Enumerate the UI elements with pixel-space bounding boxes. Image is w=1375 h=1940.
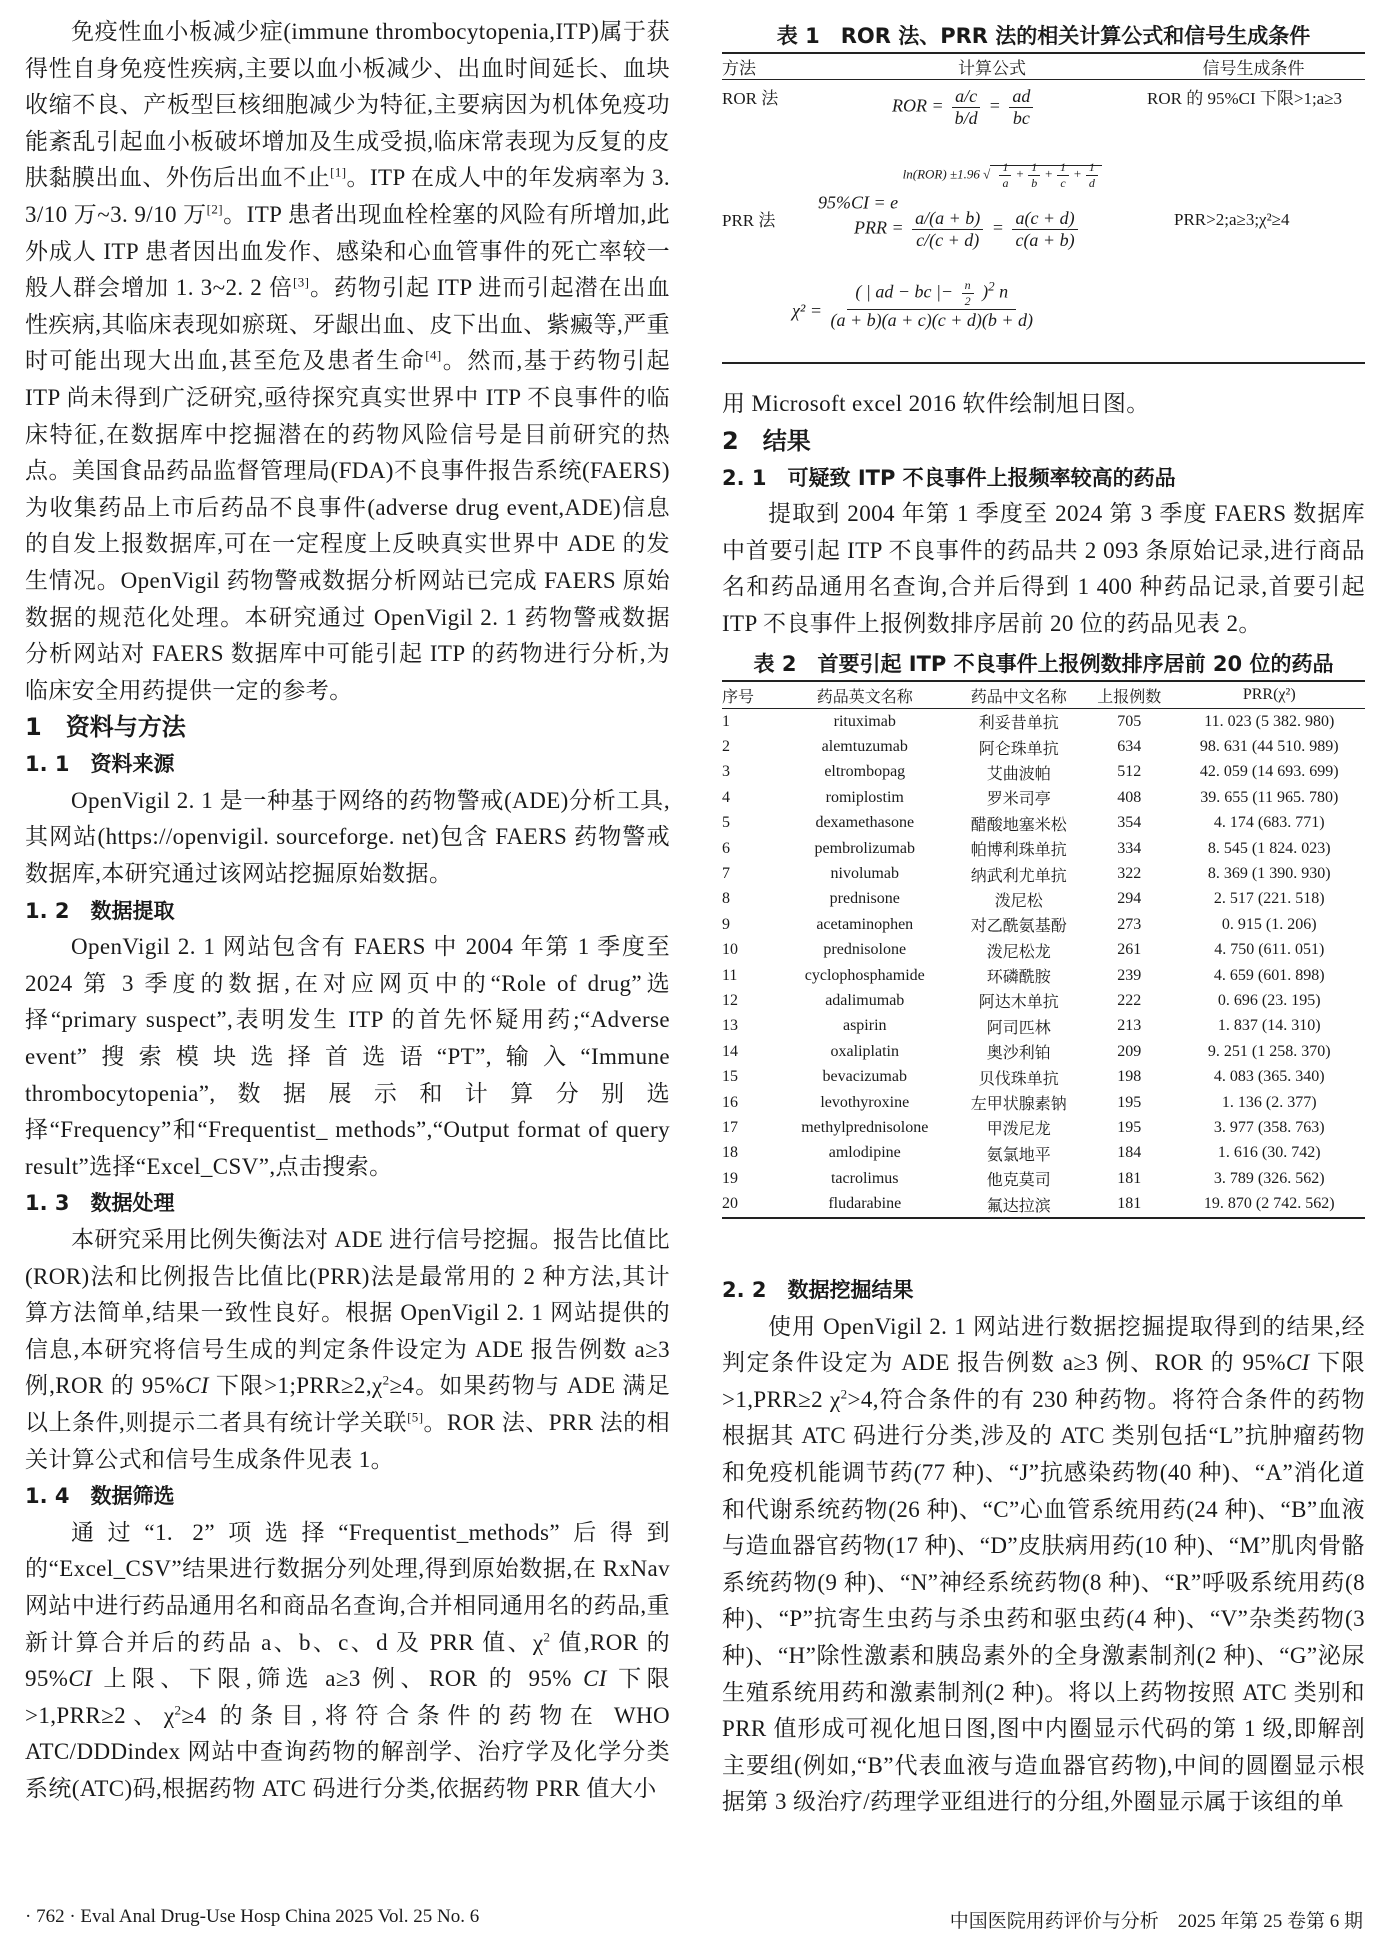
table-cell: acetaminophen xyxy=(816,915,914,933)
table-cell: 4. 174 (683. 771) xyxy=(1213,814,1325,832)
table-cell: aspirin xyxy=(842,1017,887,1035)
subsection-heading-2-2: 2. 2 数据挖掘结果 xyxy=(722,1278,914,1302)
section-heading-1: 1 资料与方法 xyxy=(25,713,186,742)
table-cell: 氨氯地平 xyxy=(986,1146,1051,1164)
table-2-header-cell: 药品中文名称 xyxy=(953,681,1086,709)
paragraph-1-3: 本研究采用比例失衡法对 ADE 进行信号挖掘。报告比值比(ROR)法和比例报告比值比(PRR)法是最常用的 2 种方法,其计算方法简单,结果一致性良好。根据 OpenVigil 2. 1 网站提供的信息,本研究将信号生成的判定条件设定为 ADE 报告例数 a≥3 例,ROR 的 95%CI 下限$>1;PRR\ge 2,\chi^2\ge 4$。如果药物与 ADE 满足以上条件,则提示二者具有统计学关联[5]。ROR 法、PRR 法的相关计算公式和信号生成条件见表 1。 xyxy=(25,1227,670,1472)
table-cell: 634 xyxy=(1117,738,1142,756)
paragraph-1-1: OpenVigil 2. 1 是一种基于网络的药物警戒(ADE)分析工具,其网站(https://openvigil. sourceforge. net)包含 FAERS 药物警戒数据库,本研究通过该网站挖掘原始数据。 xyxy=(25,787,670,887)
table-row xyxy=(722,861,1365,886)
table-cell: prednisolone xyxy=(823,941,907,959)
table-cell: dexamethasone xyxy=(815,814,915,832)
citation-superscript: [3] xyxy=(292,274,310,290)
ci-formula: 95%CI = e $^{ln(ROR) \pm 1.96 √ \frac{1}{a} + \frac{1}{b} + \frac{1}{c} + \frac{1}{d}}$ xyxy=(818,160,1102,213)
table-cell: 18 xyxy=(722,1144,738,1162)
table-1-body xyxy=(722,80,1365,362)
table-cell: 10 xyxy=(722,941,738,959)
results-section xyxy=(722,386,1365,643)
table-row xyxy=(722,836,1365,861)
table-cell: 阿司匹林 xyxy=(986,1019,1051,1037)
table-cell: 11. 023 (5 382. 980) xyxy=(1204,712,1335,730)
italic-term: CI xyxy=(68,1666,93,1692)
table-cell: 5 xyxy=(722,814,730,832)
table-cell: 6 xyxy=(722,839,730,857)
table-cell: 帕博利珠单抗 xyxy=(970,842,1067,860)
citation-superscript: 2 xyxy=(382,1372,390,1388)
left-column xyxy=(25,14,670,1808)
table-row xyxy=(722,1064,1365,1089)
table-cell: 1 xyxy=(722,712,730,730)
table-cell: 239 xyxy=(1117,966,1142,984)
table-cell: pembrolizumab xyxy=(814,839,915,857)
table-cell: 罗米司亭 xyxy=(986,791,1051,809)
table-cell: 贝伐珠单抗 xyxy=(978,1070,1059,1088)
table-cell: 3. 789 (326. 562) xyxy=(1213,1169,1325,1187)
section-heading-2: 2 结果 xyxy=(722,426,811,455)
table-cell: 纳武利尤单抗 xyxy=(970,867,1067,885)
table-cell: 273 xyxy=(1117,915,1142,933)
table-cell: 0. 915 (1. 206) xyxy=(1221,915,1317,933)
table-cell: 20 xyxy=(722,1191,777,1217)
table-cell: 181 xyxy=(1085,1191,1173,1217)
header-formula: 计算公式 xyxy=(958,59,1026,78)
table-cell: 195 xyxy=(1117,1118,1142,1136)
table-cell: 15 xyxy=(722,1068,738,1086)
table-cell: 奥沙利铂 xyxy=(986,1045,1051,1063)
footer-journal-en: · 762 · Eval Anal Drug-Use Hosp China 2025 Vol. 25 No. 6 xyxy=(25,1906,480,1927)
table-cell: 利妥昔单抗 xyxy=(978,715,1059,733)
table-cell: 8 xyxy=(722,890,730,908)
citation-superscript: [1] xyxy=(330,164,347,180)
table-cell: methylprednisolone xyxy=(801,1118,929,1136)
table-cell: 98. 631 (44 510. 989) xyxy=(1199,738,1339,756)
table-cell: rituximab xyxy=(833,712,896,730)
ror-condition: ROR 的 95%CI 下限>1;a≥3 xyxy=(1147,89,1343,108)
table-2-header-cell: PRR(χ²) xyxy=(1173,681,1365,709)
table-cell: 阿达木单抗 xyxy=(978,994,1059,1012)
table-cell: 13 xyxy=(722,1017,738,1035)
table-cell: 甲泼尼龙 xyxy=(986,1121,1051,1139)
paragraph-1-2: OpenVigil 2. 1 网站包含有 FAERS 中 2004 年第 1 季度至 2024 第 3 季度的数据,在对应网页中的“Role of drug”选择“primary suspect”,表明发生 ITP 的首先怀疑用药;“Adverse event”搜索模块选择首选语“PT”,输入“Immune thrombocytopenia”,数据展示和计算分别选择“Frequency”和“Frequentist_ methods”,“Output format of query result”选择“Excel_CSV”,点击搜索。 xyxy=(25,934,670,1179)
methods-continuation: 用 Microsoft excel 2016 软件绘制旭日图。 xyxy=(722,391,1150,416)
table-2-header-cell: 上报例数 xyxy=(1085,681,1173,709)
prr-condition: PRR>2;a≥3;χ²≥4 xyxy=(1174,210,1290,229)
table-row xyxy=(722,709,1365,735)
table-cell: prednisone xyxy=(829,890,900,908)
table-cell: cyclophosphamide xyxy=(804,966,925,984)
table-cell: 左甲状腺素钠 xyxy=(970,1096,1067,1114)
table-cell: 2. 517 (221. 518) xyxy=(1213,890,1325,908)
table-cell: adalimumab xyxy=(825,991,905,1009)
table-cell: 9. 251 (1 258. 370) xyxy=(1207,1042,1331,1060)
table-cell: 213 xyxy=(1117,1017,1142,1035)
table-cell: fludarabine xyxy=(777,1191,953,1217)
table-cell: levothyroxine xyxy=(820,1093,910,1111)
table-cell: eltrombopag xyxy=(824,763,906,781)
paragraph-2-1: 提取到 2004 年第 1 季度至 2024 第 3 季度 FAERS 数据库中首要引起 ITP 不良事件的药品共 2 093 条原始记录,进行商品名和药品通用名查询,合并后得到 1 400 种药品记录,首要引起 ITP 不良事件上报例数排序居前 20 位的药品见表 2。 xyxy=(722,501,1365,636)
table-row xyxy=(722,1191,1365,1217)
table-cell: 1. 616 (30. 742) xyxy=(1217,1144,1321,1162)
table-cell: 195 xyxy=(1117,1093,1142,1111)
table-cell: 181 xyxy=(1117,1169,1142,1187)
table-cell: 环磷酰胺 xyxy=(986,969,1051,987)
table-cell: 12 xyxy=(722,991,738,1009)
italic-term: CI xyxy=(583,1666,607,1692)
table-1 xyxy=(722,20,1365,364)
table-2 xyxy=(722,648,1365,1219)
table-cell: 512 xyxy=(1117,763,1142,781)
table-cell: 42. 059 (14 693. 699) xyxy=(1199,763,1339,781)
chi-square-formula: χ² = ( | ad − bc |− $\frac{n}{2}$ )$^2$ n (a + b)(a + c)(c + d)(b + d) xyxy=(792,278,1034,330)
ror-method: ROR 法 xyxy=(722,89,779,108)
table-row xyxy=(722,785,1365,810)
table-cell: 8. 369 (1 390. 930) xyxy=(1207,865,1331,883)
table-row xyxy=(722,912,1365,937)
table-cell: 阿仑珠单抗 xyxy=(978,740,1059,758)
italic-term: CI xyxy=(1285,1350,1310,1376)
table-2-header-cell: 序号 xyxy=(722,681,777,709)
table-cell: 7 xyxy=(722,865,730,883)
subsection-heading-1-2: 1. 2 数据提取 xyxy=(25,898,175,923)
table-cell: 322 xyxy=(1117,865,1142,883)
table-1-header xyxy=(722,54,1365,80)
table-cell: 261 xyxy=(1117,941,1142,959)
table-cell: amlodipine xyxy=(828,1144,901,1162)
header-method: 方法 xyxy=(722,59,756,78)
table-cell: 209 xyxy=(1117,1042,1142,1060)
data-mining-section xyxy=(722,1272,1365,1821)
citation-superscript: 2 xyxy=(840,1386,848,1402)
citation-superscript: 2 xyxy=(543,1628,551,1644)
table-2-grid xyxy=(722,680,1365,1219)
table-cell: 他克莫司 xyxy=(986,1172,1051,1190)
citation-superscript: 2 xyxy=(174,1702,182,1718)
table-cell: 705 xyxy=(1117,712,1142,730)
citation-superscript: [2] xyxy=(206,201,224,217)
table-cell: 8. 545 (1 824. 023) xyxy=(1207,839,1331,857)
table-row xyxy=(722,760,1365,785)
header-condition: 信号生成条件 xyxy=(1202,59,1305,78)
table-cell: tacrolimus xyxy=(830,1169,899,1187)
table-cell: 4 xyxy=(722,788,730,806)
subsection-heading-1-3: 1. 3 数据处理 xyxy=(25,1191,175,1216)
table-row xyxy=(722,1115,1365,1140)
table-cell: 334 xyxy=(1117,839,1142,857)
table-row xyxy=(722,963,1365,988)
table-cell: 9 xyxy=(722,915,730,933)
table-cell: 1. 136 (2. 377) xyxy=(1221,1093,1317,1111)
table-row xyxy=(722,1166,1365,1191)
intro-paragraph: 免疫性血小板减少症(immune thrombocytopenia,ITP)属于获得性自身免疫性疾病,主要以血小板减少、出血时间延长、血块收缩不良、产板型巨核细胞减少为特征,主要病因为机体免疫功能紊乱引起血小板破坏增加及生成受损,临床常表现为反复的皮肤黏膜出血、外伤后出血不止[1]。ITP 在成人中的年发病率为 3. 3/10 万~3. 9/10 万[2]。ITP 患者出现血栓栓塞的风险有所增加,此外成人 ITP 患者因出血发作、感染和心血管事件的死亡率较一般人群会增加 1. 3~2. 2 倍[3]。药物引起 ITP 进而引起潜在出血性疾病,其临床表现如瘀斑、牙龈出血、皮下出血、紫癜等,严重时可能出现大出血,甚至危及患者生命[4]。然而,基于药物引起 ITP 尚未得到广泛研究,亟待探究真实世界中 ITP 不良事件的临床特征,在数据库中挖掘潜在的药物风险信号是目前研究的热点。美国食品药品监督管理局(FDA)不良事件报告系统(FAERS)为收集药品上市后药品不良事件(adverse drug event,ADE)信息的自发上报数据库,可在一定程度上反映真实世界中 ADE 的发生情况。OpenVigil 药物警戒数据分析网站已完成 FAERS 原始数据的规范化处理。本研究通过 OpenVigil 2. 1 药物警戒数据分析网站对 FAERS 数据库中可能引起 ITP 的药物进行分析,为临床安全用药提供一定的参考。 xyxy=(25,19,671,703)
table-cell: 39. 655 (11 965. 780) xyxy=(1200,788,1339,806)
table-row xyxy=(722,1014,1365,1039)
prr-method: PRR 法 xyxy=(722,211,776,230)
table-cell: romiplostim xyxy=(825,788,904,806)
table-cell: bevacizumab xyxy=(822,1068,907,1086)
ror-formula: ROR = $\frac{a/c}{b/d}$ = $\frac{ad}{bc}$ xyxy=(892,86,1037,129)
table-cell: 16 xyxy=(722,1093,738,1111)
table-2-title: 表 2 首要引起 ITP 不良事件上报例数排序居前 20 位的药品 xyxy=(753,652,1334,676)
citation-superscript: [5] xyxy=(407,1409,424,1425)
paragraph-1-4: 通过“1. 2”项选择“Frequentist_methods”后得到的“Excel_CSV”结果进行数据分列处理,得到原始数据,在 RxNav 网站中进行药品通用名和商品名查询,合并相同通用名的药品,重新计算合并后的药品 a、b、c、d 及 PRR 值、$\chi^2$ 值,ROR 的 95%CI 上限、下限,筛选 a≥3 例、ROR 的 95% CI 下限>1,PRR≥2、$\chi^2\ge 4$ 的条目,将符合条件的药物在 WHO ATC/DDDindex 网站中查询药物的解剖学、治疗学及化学分类系统(ATC)码,根据药物 ATC 码进行分类,依据药物 PRR 值大小 xyxy=(25,1519,670,1801)
table-cell: 11 xyxy=(722,966,738,984)
table-cell: 184 xyxy=(1117,1144,1142,1162)
table-row xyxy=(722,988,1365,1013)
table-cell: 泼尼松 xyxy=(994,892,1043,910)
table-cell: 3 xyxy=(722,763,730,781)
table-cell: 198 xyxy=(1117,1068,1142,1086)
table-cell: 222 xyxy=(1117,991,1142,1009)
table-cell: 408 xyxy=(1117,788,1142,806)
table-cell: 4. 659 (601. 898) xyxy=(1213,966,1325,984)
table-cell: 1. 837 (14. 310) xyxy=(1217,1017,1321,1035)
table-cell: 泼尼松龙 xyxy=(986,943,1051,961)
table-cell: 4. 083 (365. 340) xyxy=(1213,1068,1325,1086)
table-cell: 3. 977 (358. 763) xyxy=(1213,1118,1325,1136)
table-cell: 14 xyxy=(722,1042,738,1060)
table-cell: 2 xyxy=(722,738,730,756)
citation-superscript: [4] xyxy=(425,347,442,363)
prr-formula: PRR = $\frac{a/(a + b)}{c/(c + d)}$ = $\frac{a(c + d)}{c(a + b)}$ xyxy=(854,208,1082,251)
table-row xyxy=(722,938,1365,963)
table-cell: 294 xyxy=(1117,890,1142,908)
table-cell: nivolumab xyxy=(830,865,899,883)
table-row xyxy=(722,811,1365,836)
table-cell: alemtuzumab xyxy=(821,738,908,756)
table-cell: 对乙酰氨基酚 xyxy=(970,918,1067,936)
footer-journal-cn: 中国医院用药评价与分析 2025 年第 25 卷第 6 期 xyxy=(949,1911,1363,1932)
subsection-heading-2-1: 2. 1 可疑致 ITP 不良事件上报频率较高的药品 xyxy=(722,465,1176,490)
table-row xyxy=(722,1039,1365,1064)
table-row xyxy=(722,1141,1365,1166)
subsection-heading-1-1: 1. 1 资料来源 xyxy=(25,752,175,777)
table-cell: 19. 870 (2 742. 562) xyxy=(1173,1191,1365,1217)
table-cell: 354 xyxy=(1117,814,1142,832)
table-cell: 醋酸地塞米松 xyxy=(970,816,1067,834)
italic-term: CI xyxy=(185,1373,209,1399)
table-2-header-cell: 药品英文名称 xyxy=(777,681,953,709)
table-1-title: 表 1 ROR 法、PRR 法的相关计算公式和信号生成条件 xyxy=(776,24,1311,48)
table-cell: oxaliplatin xyxy=(830,1042,899,1060)
table-cell: 氟达拉滨 xyxy=(953,1191,1086,1217)
table-cell: 艾曲波帕 xyxy=(986,765,1051,783)
subsection-heading-1-4: 1. 4 数据筛选 xyxy=(25,1484,175,1509)
table-row xyxy=(722,887,1365,912)
table-cell: 19 xyxy=(722,1169,738,1187)
table-row xyxy=(722,1090,1365,1115)
table-cell: 17 xyxy=(722,1118,738,1136)
table-cell: 0. 696 (23. 195) xyxy=(1217,991,1321,1009)
table-cell: 4. 750 (611. 051) xyxy=(1214,941,1325,959)
paragraph-2-2: 使用 OpenVigil 2. 1 网站进行数据挖掘提取得到的结果,经判定条件设定为 ADE 报告例数 a≥3 例、ROR 的 95%CI 下限>1,PRR≥2 $\chi^2>4$,符合条件的有 230 种药物。将符合条件的药物根据其 ATC 码进行分类,涉及的 ATC 类别包括“L”抗肿瘤药物和免疫机能调节药(77 种)、“J”抗感染药物(40 种)、“A”消化道和代谢系统药物(26 种)、“C”心血管系统用药(24 种)、“B”血液与造血器官药物(17 种)、“D”皮肤病用药(10 种)、“M”肌肉骨骼系统药物(9 种)、“N”神经系统药物(8 种)、“R”呼吸系统用药(8 种)、“P”抗寄生虫药与杀虫药和驱虫药(4 种)、“V”杂类药物(3 种)、“H”除性激素和胰岛素外的全身激素制剂(2 种)、“G”泌尿生殖系统用药和激素制剂(2 种)。将以上药物按照 ATC 类别和 PRR 值形成可视化旭日图,图中内圈显示代码的第 1 级,即解剖主要组(例如,“B”代表血液与造血器官药物),中间的圆圈显示根据第 3 级治疗/药理学亚组进行的分组,外圈显示属于该组的单 xyxy=(722,1313,1365,1815)
table-row xyxy=(722,734,1365,759)
